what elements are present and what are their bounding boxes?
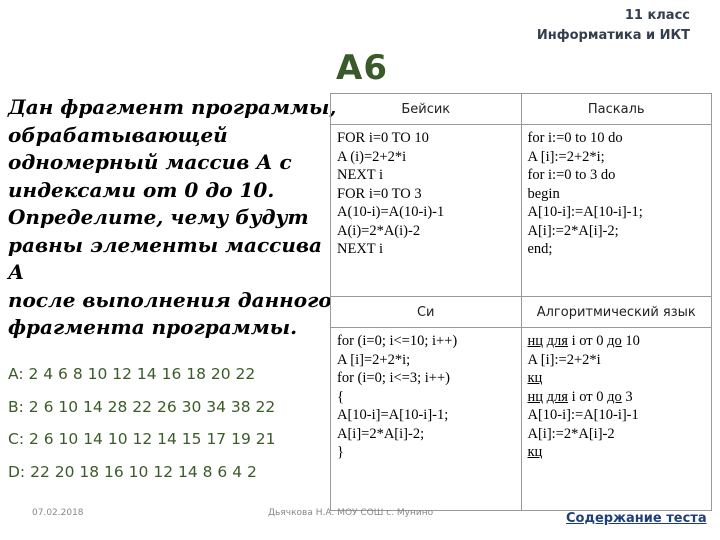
answer-options: [8, 358, 338, 488]
code-table: [330, 93, 712, 511]
code-line: [528, 369, 706, 388]
code-line: A[10-i]=A[10-i]-1;: [337, 407, 449, 423]
code-fragment: 3: [621, 388, 633, 405]
c-header: Си: [331, 297, 522, 328]
pascal-code: [521, 125, 712, 297]
c-code: [331, 328, 522, 511]
code-line: NEXT i: [337, 241, 384, 257]
answer-option-c: C: 2 6 10 14 10 12 14 15 17 19 21: [8, 430, 276, 448]
task-line: одномерный массив А с: [8, 150, 292, 174]
answer-option-a: A: 2 4 6 8 10 12 14 16 18 20 22: [8, 365, 256, 383]
algorithmic-code: [521, 328, 712, 511]
keyword-nc: нц: [527, 333, 544, 349]
task-line: обрабатывающей: [8, 122, 228, 147]
code-fragment: i от 0: [567, 333, 608, 349]
code-line: A [i]=2+2*i;: [337, 351, 411, 368]
footer-date: 07.02.2018: [32, 508, 84, 518]
code-line: A[10-i]:=A[10-i]-1: [527, 407, 639, 423]
task-line: Дан фрагмент программы,: [8, 95, 337, 119]
task-line: фрагмента программы.: [8, 315, 298, 339]
task-line: индексами от 0 до 10.: [8, 177, 275, 202]
basic-header: Бейсик: [331, 94, 522, 125]
code-line: A (i)=2+2*i: [337, 148, 407, 165]
code-line: begin: [527, 185, 560, 202]
keyword-to: до: [607, 333, 622, 349]
footer-author: Дьячкова Н.А. МОУ СОШ с. Мунино: [268, 508, 434, 518]
pascal-header: Паскаль: [521, 94, 712, 125]
code-line: A[i]:=2*A[i]-2;: [527, 222, 619, 239]
code-line: for i:=0 to 10 do: [527, 130, 623, 146]
keyword-nc: нц: [527, 388, 544, 405]
code-line: }: [337, 444, 344, 460]
code-fragment: i от 0: [567, 388, 608, 405]
code-line: A [i]:=2+2*i: [527, 351, 601, 368]
code-line: FOR i=0 TO 3: [337, 185, 422, 202]
code-line: NEXT i: [337, 167, 384, 183]
answer-option-d: D: 22 20 18 16 10 12 14 8 6 4 2: [8, 462, 257, 481]
keyword-to: до: [607, 388, 622, 405]
answer-option-b: B: 2 6 10 14 28 22 26 30 34 38 22: [8, 397, 276, 416]
code-line: A[i]:=2*A[i]-2: [527, 425, 615, 442]
code-line: [528, 388, 706, 407]
code-line: for i:=0 to 3 do: [527, 167, 616, 183]
code-line: FOR i=0 TO 10: [337, 130, 429, 146]
course-header: [490, 6, 690, 46]
task-line: равны элементы массива А: [8, 232, 322, 284]
task-line: после выполнения данного: [8, 287, 332, 312]
keyword-for: для: [546, 388, 568, 405]
code-line: end;: [527, 241, 553, 257]
task-text: [8, 94, 338, 342]
algorithmic-header: Алгоритмический язык: [521, 297, 712, 328]
subject-label: Информатика и ИКТ: [536, 28, 690, 43]
basic-code: [331, 125, 522, 297]
code-line: A[i]=2*A[i]-2;: [337, 425, 425, 442]
keyword-kc: кц: [527, 370, 543, 386]
code-line: A(i)=2*A(i)-2: [337, 222, 421, 239]
code-fragment: 10: [621, 333, 640, 349]
test-contents-link[interactable]: Содержание теста: [566, 511, 707, 526]
code-line: {: [337, 388, 344, 405]
keyword-kc: кц: [527, 444, 543, 460]
code-line: for (i=0; i<=3; i++): [337, 370, 450, 386]
page-title: А6: [336, 48, 388, 88]
grade-label: 11 класс: [624, 8, 690, 23]
code-line: [528, 443, 706, 462]
task-line: Определите, чему будут: [8, 205, 309, 229]
code-line: A [i]:=2+2*i;: [527, 148, 605, 165]
keyword-for: для: [546, 333, 568, 349]
code-line: A(10-i)=A(10-i)-1: [337, 204, 445, 220]
code-line: for (i=0; i<=10; i++): [337, 333, 458, 349]
code-line: A[10-i]:=A[10-i]-1;: [527, 204, 643, 220]
code-line: [528, 332, 706, 351]
